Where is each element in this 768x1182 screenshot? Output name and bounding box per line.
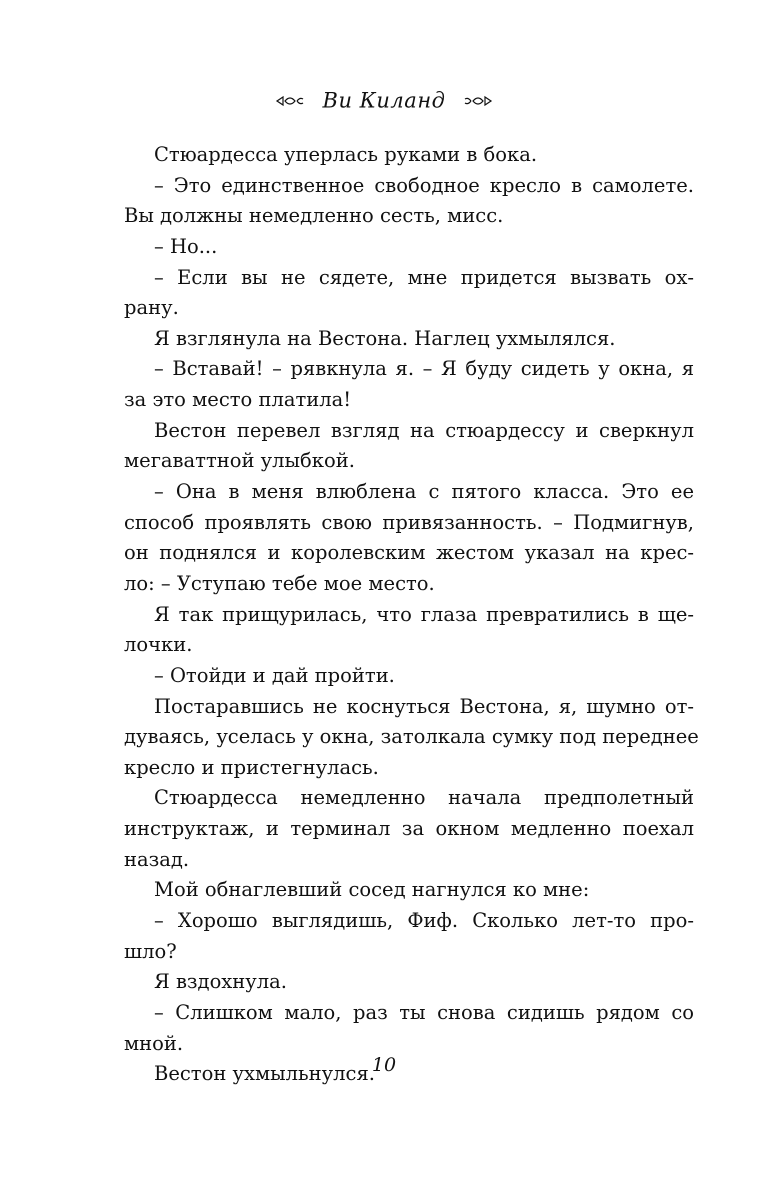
text-line: – Вставай! – рявкнула я. – Я буду сидеть у окна, я [154,357,694,381]
text-line: Мой обнаглевший сосед нагнулся ко мне: [154,878,590,902]
header-author: Ви Киланд [322,88,446,113]
text-line: дуваясь, уселась у окна, затолкала сумку под переднее [124,725,699,749]
text-line: – Отойди и дай пройти. [154,663,395,687]
text-line: Стюардесса немедленно начала предполетный [154,786,694,810]
running-header [0,84,768,116]
body-text [124,140,699,1090]
text-line: – Это единственное свободное кресло в самолете. [154,173,694,197]
text-line: Вестон ухмыльнулся. [154,1062,375,1086]
text-line: он поднялся и королевским жестом указал на крес- [124,541,694,565]
ornament-right-icon [463,94,493,108]
text-line: шло? [124,939,177,963]
text-line: за это место платила! [124,388,352,412]
text-line: Стюардесса уперлась руками в бока. [154,143,538,166]
text-line: Я вздохнула. [154,970,287,994]
text-line: рану. [124,296,179,320]
text-line: лочки. [124,633,193,657]
text-line: Я так прищурилась, что глаза превратились в ще- [154,602,694,626]
text-line: способ проявлять свою привязанность. – Подмигнув, [124,510,694,534]
page-number: 10 [371,1054,397,1076]
text-line: – Она в меня влюблена с пятого класса. Это ее [154,480,694,504]
ornament-left-icon [275,94,305,108]
text-line: Вестон перевел взгляд на стюардессу и сверкнул [154,418,694,442]
text-line: Постаравшись не коснуться Вестона, я, шумно от- [154,694,694,718]
text-line: – Если вы не сядете, мне придется вызвать ох- [154,265,694,289]
text-line: назад. [124,847,190,871]
text-line: – Хорошо выглядишь, Фиф. Сколько лет-то про- [154,909,694,933]
text-line: мегаваттной улыбкой. [124,449,355,473]
text-line: – Но... [154,234,218,258]
text-line: инструктаж, и терминал за окном медленно поехал [124,817,694,841]
text-line: кресло и пристегнулась. [124,755,379,779]
text-line: Я взглянула на Вестона. Наглец ухмылялся. [154,326,616,350]
text-line: мной. [124,1031,184,1055]
text-line: – Слишком мало, раз ты снова сидишь рядом со [154,1000,694,1024]
text-line: ло: – Уступаю тебе мое место. [124,571,435,595]
text-line: Вы должны немедленно сесть, мисс. [124,204,504,228]
